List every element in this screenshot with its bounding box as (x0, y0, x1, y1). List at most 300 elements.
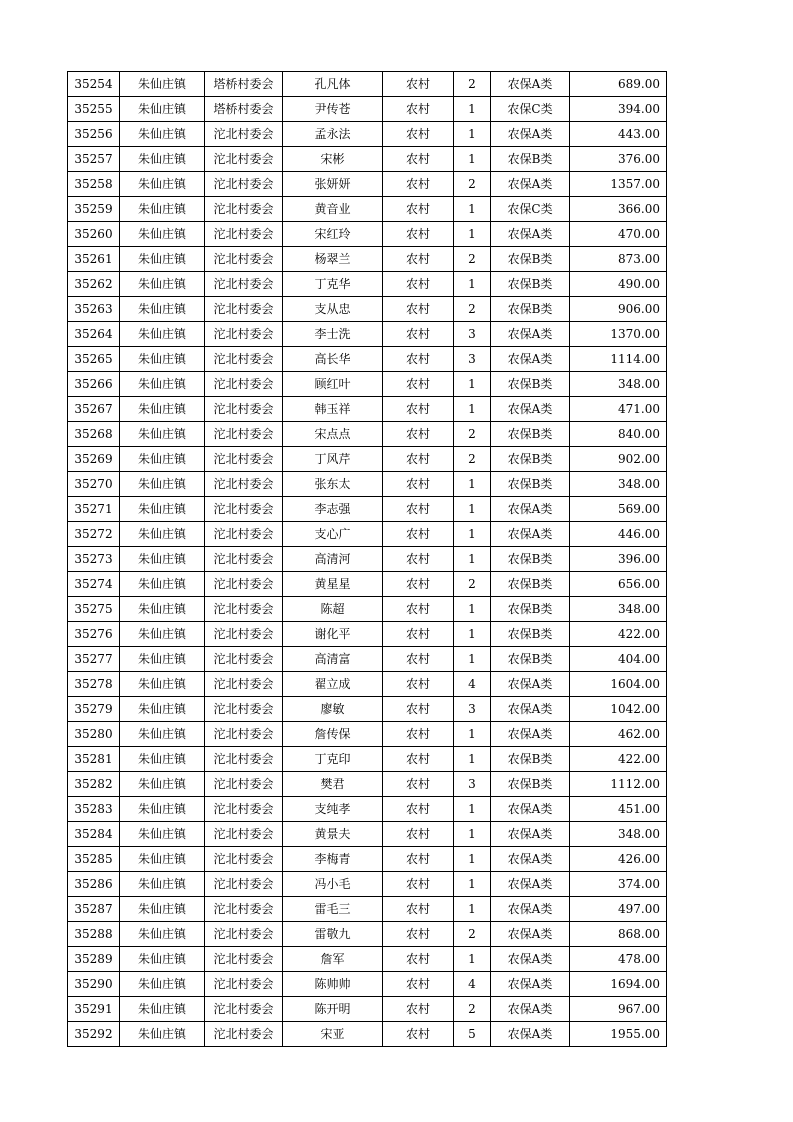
table-row (68, 347, 667, 372)
row-person-name: 高清河 (283, 547, 383, 572)
row-town: 朱仙庄镇 (120, 822, 205, 847)
row-area-type: 农村 (383, 497, 454, 522)
row-id: 35261 (68, 247, 120, 272)
table-row (68, 722, 667, 747)
row-town: 朱仙庄镇 (120, 897, 205, 922)
row-insurance-category: 农保B类 (491, 547, 570, 572)
row-id: 35274 (68, 572, 120, 597)
row-village: 沱北村委会 (205, 422, 283, 447)
row-id: 35282 (68, 772, 120, 797)
row-area-type: 农村 (383, 397, 454, 422)
row-id: 35277 (68, 647, 120, 672)
row-town: 朱仙庄镇 (120, 247, 205, 272)
row-amount: 902.00 (570, 447, 667, 472)
row-household-count: 2 (454, 172, 491, 197)
row-insurance-category: 农保B类 (491, 247, 570, 272)
row-household-count: 1 (454, 197, 491, 222)
row-amount: 868.00 (570, 922, 667, 947)
row-area-type: 农村 (383, 297, 454, 322)
row-area-type: 农村 (383, 947, 454, 972)
row-person-name: 詹传保 (283, 722, 383, 747)
row-area-type: 农村 (383, 247, 454, 272)
row-area-type: 农村 (383, 472, 454, 497)
row-amount: 374.00 (570, 872, 667, 897)
row-insurance-category: 农保B类 (491, 272, 570, 297)
row-household-count: 1 (454, 947, 491, 972)
row-village: 沱北村委会 (205, 897, 283, 922)
row-village: 沱北村委会 (205, 872, 283, 897)
row-insurance-category: 农保B类 (491, 472, 570, 497)
row-id: 35264 (68, 322, 120, 347)
row-person-name: 雷毛三 (283, 897, 383, 922)
row-insurance-category: 农保A类 (491, 847, 570, 872)
row-insurance-category: 农保C类 (491, 97, 570, 122)
row-area-type: 农村 (383, 222, 454, 247)
row-amount: 348.00 (570, 472, 667, 497)
table-row (68, 572, 667, 597)
row-person-name: 陈开明 (283, 997, 383, 1022)
table-row (68, 797, 667, 822)
row-amount: 443.00 (570, 122, 667, 147)
row-town: 朱仙庄镇 (120, 97, 205, 122)
row-amount: 394.00 (570, 97, 667, 122)
row-town: 朱仙庄镇 (120, 747, 205, 772)
row-amount: 1604.00 (570, 672, 667, 697)
row-town: 朱仙庄镇 (120, 272, 205, 297)
row-person-name: 支纯孝 (283, 797, 383, 822)
row-village: 沱北村委会 (205, 597, 283, 622)
row-insurance-category: 农保B类 (491, 772, 570, 797)
row-person-name: 宋点点 (283, 422, 383, 447)
table-row (68, 822, 667, 847)
row-insurance-category: 农保A类 (491, 1022, 570, 1047)
row-village: 沱北村委会 (205, 172, 283, 197)
row-insurance-category: 农保B类 (491, 422, 570, 447)
row-town: 朱仙庄镇 (120, 72, 205, 97)
row-household-count: 1 (454, 822, 491, 847)
row-area-type: 农村 (383, 722, 454, 747)
row-town: 朱仙庄镇 (120, 397, 205, 422)
row-amount: 1114.00 (570, 347, 667, 372)
row-id: 35267 (68, 397, 120, 422)
row-person-name: 丁克印 (283, 747, 383, 772)
row-household-count: 1 (454, 722, 491, 747)
row-area-type: 农村 (383, 672, 454, 697)
row-person-name: 尹传苍 (283, 97, 383, 122)
table-row (68, 872, 667, 897)
row-id: 35269 (68, 447, 120, 472)
row-insurance-category: 农保A类 (491, 722, 570, 747)
row-amount: 490.00 (570, 272, 667, 297)
row-person-name: 詹军 (283, 947, 383, 972)
row-town: 朱仙庄镇 (120, 197, 205, 222)
row-household-count: 4 (454, 672, 491, 697)
table-row (68, 772, 667, 797)
table-row (68, 947, 667, 972)
row-insurance-category: 农保A类 (491, 972, 570, 997)
table-row (68, 547, 667, 572)
row-person-name: 黄音业 (283, 197, 383, 222)
row-person-name: 支从忠 (283, 297, 383, 322)
row-area-type: 农村 (383, 797, 454, 822)
row-area-type: 农村 (383, 972, 454, 997)
row-id: 35254 (68, 72, 120, 97)
table-row (68, 122, 667, 147)
row-id: 35284 (68, 822, 120, 847)
row-insurance-category: 农保B类 (491, 147, 570, 172)
row-household-count: 1 (454, 372, 491, 397)
row-area-type: 农村 (383, 622, 454, 647)
table-row (68, 697, 667, 722)
row-village: 沱北村委会 (205, 572, 283, 597)
row-person-name: 高清富 (283, 647, 383, 672)
row-amount: 689.00 (570, 72, 667, 97)
row-id: 35270 (68, 472, 120, 497)
row-household-count: 3 (454, 772, 491, 797)
row-village: 沱北村委会 (205, 547, 283, 572)
row-person-name: 丁风芹 (283, 447, 383, 472)
row-area-type: 农村 (383, 147, 454, 172)
row-area-type: 农村 (383, 97, 454, 122)
row-area-type: 农村 (383, 272, 454, 297)
table-row (68, 147, 667, 172)
table-row (68, 1022, 667, 1047)
row-town: 朱仙庄镇 (120, 172, 205, 197)
table-row (68, 172, 667, 197)
row-person-name: 廖敏 (283, 697, 383, 722)
row-insurance-category: 农保B类 (491, 597, 570, 622)
table-row (68, 72, 667, 97)
row-area-type: 农村 (383, 822, 454, 847)
row-town: 朱仙庄镇 (120, 772, 205, 797)
table-row (68, 97, 667, 122)
row-town: 朱仙庄镇 (120, 472, 205, 497)
row-amount: 478.00 (570, 947, 667, 972)
row-village: 沱北村委会 (205, 847, 283, 872)
row-household-count: 1 (454, 597, 491, 622)
row-area-type: 农村 (383, 447, 454, 472)
table-row (68, 397, 667, 422)
row-insurance-category: 农保A类 (491, 947, 570, 972)
row-amount: 1357.00 (570, 172, 667, 197)
row-id: 35280 (68, 722, 120, 747)
row-id: 35291 (68, 997, 120, 1022)
row-town: 朱仙庄镇 (120, 997, 205, 1022)
row-town: 朱仙庄镇 (120, 872, 205, 897)
row-village: 沱北村委会 (205, 722, 283, 747)
row-area-type: 农村 (383, 597, 454, 622)
row-id: 35290 (68, 972, 120, 997)
row-town: 朱仙庄镇 (120, 672, 205, 697)
row-insurance-category: 农保A类 (491, 397, 570, 422)
row-amount: 462.00 (570, 722, 667, 747)
row-id: 35276 (68, 622, 120, 647)
row-household-count: 2 (454, 572, 491, 597)
row-town: 朱仙庄镇 (120, 222, 205, 247)
row-amount: 422.00 (570, 747, 667, 772)
row-town: 朱仙庄镇 (120, 847, 205, 872)
row-household-count: 2 (454, 922, 491, 947)
row-insurance-category: 农保B类 (491, 572, 570, 597)
row-household-count: 2 (454, 997, 491, 1022)
row-household-count: 1 (454, 497, 491, 522)
row-insurance-category: 农保B类 (491, 622, 570, 647)
row-village: 沱北村委会 (205, 447, 283, 472)
row-household-count: 1 (454, 97, 491, 122)
row-household-count: 1 (454, 797, 491, 822)
row-town: 朱仙庄镇 (120, 447, 205, 472)
row-id: 35266 (68, 372, 120, 397)
table-row (68, 972, 667, 997)
table-row (68, 922, 667, 947)
row-village: 沱北村委会 (205, 997, 283, 1022)
row-person-name: 宋彬 (283, 147, 383, 172)
row-town: 朱仙庄镇 (120, 147, 205, 172)
row-person-name: 顾红叶 (283, 372, 383, 397)
row-village: 沱北村委会 (205, 772, 283, 797)
row-amount: 376.00 (570, 147, 667, 172)
row-household-count: 1 (454, 622, 491, 647)
row-amount: 1694.00 (570, 972, 667, 997)
row-person-name: 杨翠兰 (283, 247, 383, 272)
row-town: 朱仙庄镇 (120, 597, 205, 622)
row-amount: 396.00 (570, 547, 667, 572)
row-village: 沱北村委会 (205, 372, 283, 397)
row-insurance-category: 农保A类 (491, 522, 570, 547)
row-household-count: 1 (454, 647, 491, 672)
row-insurance-category: 农保A类 (491, 172, 570, 197)
row-household-count: 4 (454, 972, 491, 997)
row-area-type: 农村 (383, 872, 454, 897)
row-town: 朱仙庄镇 (120, 797, 205, 822)
table-row (68, 847, 667, 872)
table-row (68, 472, 667, 497)
row-insurance-category: 农保A类 (491, 872, 570, 897)
row-person-name: 孔凡体 (283, 72, 383, 97)
table-row (68, 372, 667, 397)
row-id: 35279 (68, 697, 120, 722)
row-id: 35281 (68, 747, 120, 772)
row-id: 35271 (68, 497, 120, 522)
row-insurance-category: 农保C类 (491, 197, 570, 222)
row-village: 沱北村委会 (205, 672, 283, 697)
row-area-type: 农村 (383, 772, 454, 797)
row-household-count: 1 (454, 222, 491, 247)
row-area-type: 农村 (383, 522, 454, 547)
row-area-type: 农村 (383, 997, 454, 1022)
row-id: 35287 (68, 897, 120, 922)
row-town: 朱仙庄镇 (120, 572, 205, 597)
table-row (68, 747, 667, 772)
row-insurance-category: 农保A类 (491, 497, 570, 522)
row-amount: 497.00 (570, 897, 667, 922)
row-village: 沱北村委会 (205, 697, 283, 722)
row-id: 35285 (68, 847, 120, 872)
row-town: 朱仙庄镇 (120, 297, 205, 322)
row-id: 35260 (68, 222, 120, 247)
row-area-type: 农村 (383, 1022, 454, 1047)
row-amount: 1370.00 (570, 322, 667, 347)
row-insurance-category: 农保B类 (491, 747, 570, 772)
row-village: 沱北村委会 (205, 322, 283, 347)
row-town: 朱仙庄镇 (120, 347, 205, 372)
row-area-type: 农村 (383, 547, 454, 572)
row-village: 沱北村委会 (205, 272, 283, 297)
table-row (68, 447, 667, 472)
row-amount: 967.00 (570, 997, 667, 1022)
table-row (68, 197, 667, 222)
row-person-name: 韩玉祥 (283, 397, 383, 422)
row-village: 沱北村委会 (205, 397, 283, 422)
row-area-type: 农村 (383, 897, 454, 922)
row-town: 朱仙庄镇 (120, 722, 205, 747)
row-amount: 656.00 (570, 572, 667, 597)
table-row (68, 297, 667, 322)
row-town: 朱仙庄镇 (120, 422, 205, 447)
table-row (68, 997, 667, 1022)
row-id: 35275 (68, 597, 120, 622)
row-insurance-category: 农保B类 (491, 297, 570, 322)
row-id: 35292 (68, 1022, 120, 1047)
row-amount: 471.00 (570, 397, 667, 422)
row-area-type: 农村 (383, 72, 454, 97)
row-household-count: 1 (454, 847, 491, 872)
row-area-type: 农村 (383, 122, 454, 147)
row-amount: 446.00 (570, 522, 667, 547)
row-amount: 1042.00 (570, 697, 667, 722)
row-village: 沱北村委会 (205, 747, 283, 772)
row-village: 沱北村委会 (205, 822, 283, 847)
row-area-type: 农村 (383, 372, 454, 397)
row-household-count: 3 (454, 697, 491, 722)
row-town: 朱仙庄镇 (120, 622, 205, 647)
row-household-count: 1 (454, 272, 491, 297)
row-amount: 451.00 (570, 797, 667, 822)
row-town: 朱仙庄镇 (120, 522, 205, 547)
row-household-count: 1 (454, 522, 491, 547)
row-area-type: 农村 (383, 697, 454, 722)
row-id: 35255 (68, 97, 120, 122)
row-town: 朱仙庄镇 (120, 322, 205, 347)
row-id: 35268 (68, 422, 120, 447)
row-id: 35265 (68, 347, 120, 372)
row-village: 沱北村委会 (205, 797, 283, 822)
row-person-name: 丁克华 (283, 272, 383, 297)
row-person-name: 陈帅帅 (283, 972, 383, 997)
row-amount: 366.00 (570, 197, 667, 222)
row-area-type: 农村 (383, 922, 454, 947)
row-person-name: 雷敬九 (283, 922, 383, 947)
row-amount: 348.00 (570, 822, 667, 847)
row-household-count: 1 (454, 147, 491, 172)
row-household-count: 1 (454, 747, 491, 772)
row-village: 沱北村委会 (205, 247, 283, 272)
row-area-type: 农村 (383, 647, 454, 672)
row-id: 35258 (68, 172, 120, 197)
row-village: 沱北村委会 (205, 147, 283, 172)
row-insurance-category: 农保A类 (491, 72, 570, 97)
row-person-name: 高长华 (283, 347, 383, 372)
row-amount: 470.00 (570, 222, 667, 247)
row-person-name: 黄景夫 (283, 822, 383, 847)
row-household-count: 1 (454, 872, 491, 897)
row-town: 朱仙庄镇 (120, 497, 205, 522)
row-village: 沱北村委会 (205, 347, 283, 372)
row-town: 朱仙庄镇 (120, 972, 205, 997)
row-area-type: 农村 (383, 747, 454, 772)
row-village: 沱北村委会 (205, 972, 283, 997)
row-insurance-category: 农保A类 (491, 822, 570, 847)
row-town: 朱仙庄镇 (120, 372, 205, 397)
row-amount: 569.00 (570, 497, 667, 522)
row-household-count: 2 (454, 72, 491, 97)
row-town: 朱仙庄镇 (120, 947, 205, 972)
table-row (68, 422, 667, 447)
table-row (68, 597, 667, 622)
table-row (68, 672, 667, 697)
row-area-type: 农村 (383, 422, 454, 447)
table-row (68, 522, 667, 547)
row-amount: 1955.00 (570, 1022, 667, 1047)
row-town: 朱仙庄镇 (120, 647, 205, 672)
row-person-name: 宋亚 (283, 1022, 383, 1047)
row-id: 35257 (68, 147, 120, 172)
row-village: 沱北村委会 (205, 522, 283, 547)
row-amount: 426.00 (570, 847, 667, 872)
row-id: 35278 (68, 672, 120, 697)
row-insurance-category: 农保A类 (491, 997, 570, 1022)
row-amount: 873.00 (570, 247, 667, 272)
row-id: 35288 (68, 922, 120, 947)
table-row (68, 272, 667, 297)
row-id: 35262 (68, 272, 120, 297)
row-insurance-category: 农保B类 (491, 447, 570, 472)
row-town: 朱仙庄镇 (120, 547, 205, 572)
row-amount: 404.00 (570, 647, 667, 672)
row-person-name: 支心广 (283, 522, 383, 547)
row-id: 35283 (68, 797, 120, 822)
row-town: 朱仙庄镇 (120, 697, 205, 722)
row-person-name: 樊君 (283, 772, 383, 797)
row-id: 35272 (68, 522, 120, 547)
row-id: 35273 (68, 547, 120, 572)
row-person-name: 张东太 (283, 472, 383, 497)
row-area-type: 农村 (383, 197, 454, 222)
row-person-name: 宋红玲 (283, 222, 383, 247)
row-id: 35289 (68, 947, 120, 972)
row-amount: 906.00 (570, 297, 667, 322)
row-village: 沱北村委会 (205, 122, 283, 147)
row-id: 35256 (68, 122, 120, 147)
row-town: 朱仙庄镇 (120, 122, 205, 147)
row-amount: 840.00 (570, 422, 667, 447)
row-household-count: 2 (454, 297, 491, 322)
row-insurance-category: 农保A类 (491, 347, 570, 372)
row-household-count: 2 (454, 447, 491, 472)
row-village: 沱北村委会 (205, 922, 283, 947)
table-row (68, 647, 667, 672)
row-id: 35286 (68, 872, 120, 897)
row-amount: 422.00 (570, 622, 667, 647)
row-household-count: 2 (454, 422, 491, 447)
row-village: 沱北村委会 (205, 197, 283, 222)
row-insurance-category: 农保A类 (491, 322, 570, 347)
records-table-body (68, 72, 667, 1047)
row-village: 沱北村委会 (205, 622, 283, 647)
row-insurance-category: 农保A类 (491, 222, 570, 247)
row-area-type: 农村 (383, 347, 454, 372)
row-village: 沱北村委会 (205, 222, 283, 247)
